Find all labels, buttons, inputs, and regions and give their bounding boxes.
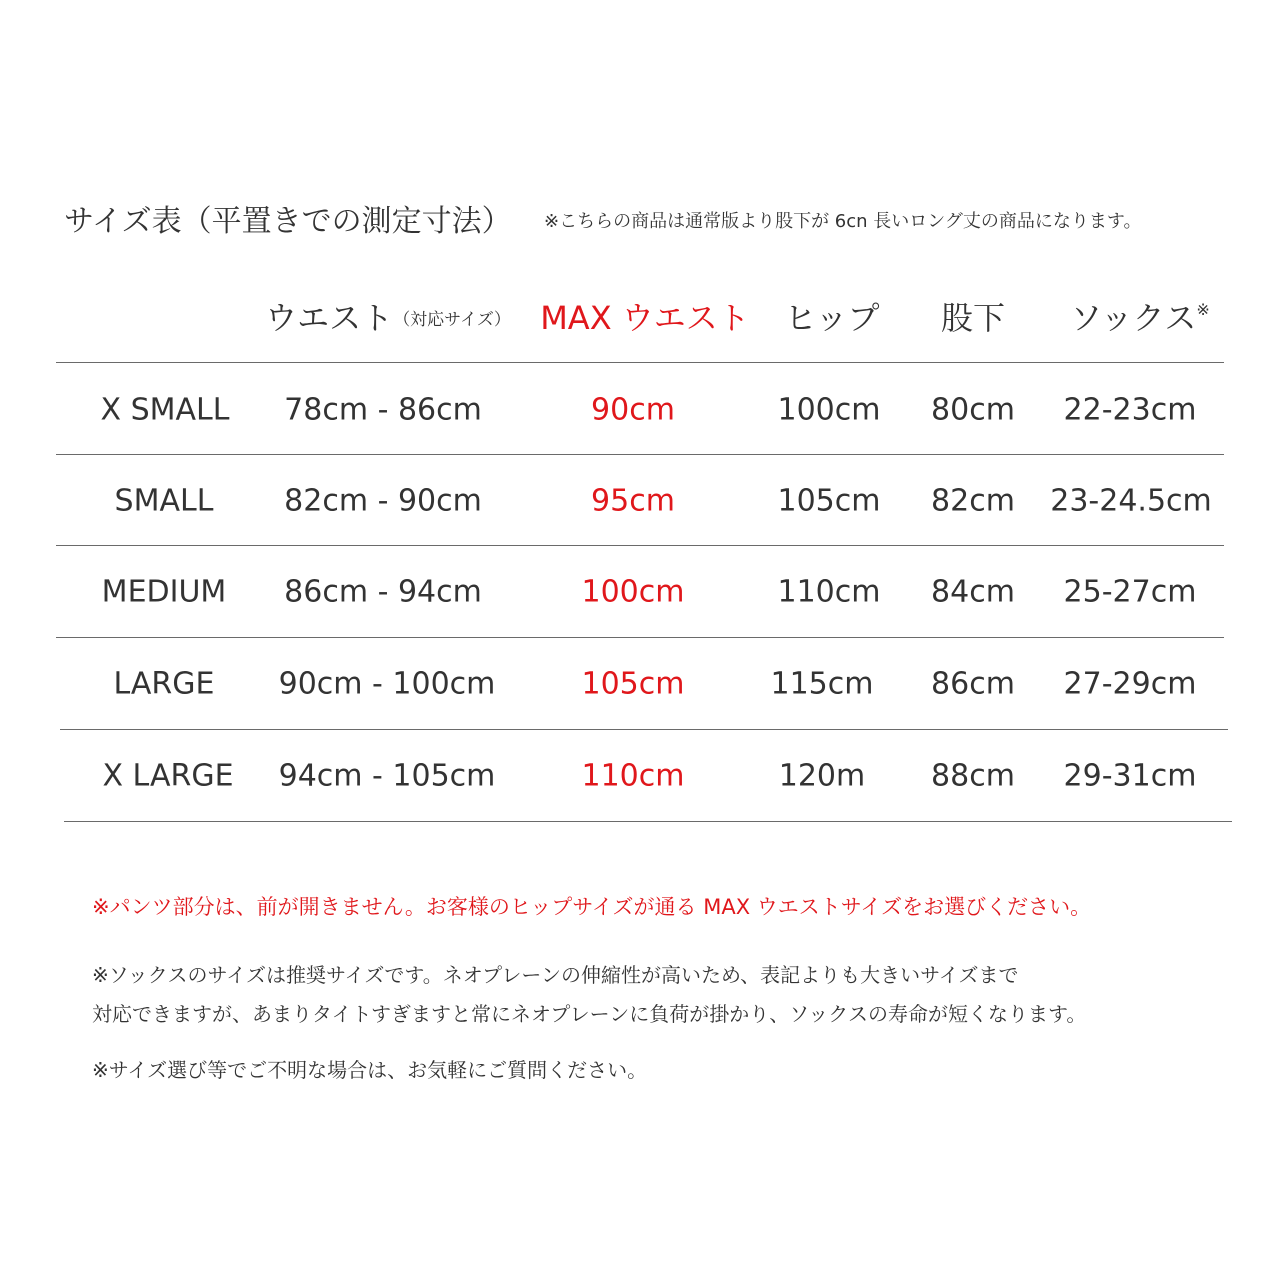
table-row-waist: 82cm - 90cm: [284, 483, 482, 519]
table-row-max-waist: 90cm: [591, 392, 675, 428]
table-row-size: MEDIUM: [101, 574, 227, 610]
table-row-size: X SMALL: [100, 392, 230, 428]
table-row-inseam: 88cm: [931, 758, 1015, 794]
table-rule: [60, 729, 1228, 730]
table-row-max-waist: 105cm: [581, 666, 685, 702]
table-row-inseam: 84cm: [931, 574, 1015, 610]
socks-note-line-2: 対応できますが、あまりタイトすぎますと常にネオプレーンに負荷が掛かり、ソックスの寿命が短くなります。: [92, 1002, 1087, 1026]
header-waist-sub: （対応サイズ）: [393, 310, 511, 330]
table-row-waist: 94cm - 105cm: [278, 758, 496, 794]
table-row-hip: 115cm: [770, 666, 874, 702]
table-row-hip: 120m: [778, 758, 866, 794]
table-row-size: SMALL: [114, 483, 214, 519]
header-socks: [1070, 293, 1210, 339]
table-row-hip: 100cm: [777, 392, 881, 428]
table-row-hip: 105cm: [777, 483, 881, 519]
table-row-socks: 27-29cm: [1063, 666, 1197, 702]
table-rule: [56, 637, 1224, 638]
table-row-inseam: 82cm: [931, 483, 1015, 519]
table-row-size: X LARGE: [102, 758, 234, 794]
socks-note-line-1: ※ソックスのサイズは推奨サイズです。ネオプレーンの伸縮性が高いため、表記よりも大きいサイズまで: [92, 963, 1019, 987]
table-row-hip: 110cm: [777, 574, 881, 610]
front-closure-note: ※パンツ部分は、前が開きません。お客様のヒップサイズが通る MAX ウエストサイズをお選びください。: [92, 895, 1092, 919]
table-rule: [56, 362, 1224, 363]
table-row-waist: 78cm - 86cm: [284, 392, 482, 428]
table-row-max-waist: 100cm: [581, 574, 685, 610]
table-rule: [64, 821, 1232, 822]
table-row-max-waist: 95cm: [591, 483, 675, 519]
table-row-socks: 22-23cm: [1063, 392, 1197, 428]
table-row-waist: 90cm - 100cm: [278, 666, 496, 702]
contact-note: ※サイズ選び等でご不明な場合は、お気軽にご質問ください。: [92, 1058, 648, 1082]
table-row-inseam: 80cm: [931, 392, 1015, 428]
long-length-note: ※こちらの商品は通常版より股下が 6cn 長いロング丈の商品になります。: [544, 211, 1142, 232]
header-inseam: 股下: [940, 299, 1006, 337]
header-hip: ヒップ: [784, 299, 880, 337]
table-row-socks: 23-24.5cm: [1050, 483, 1212, 519]
header-waist: [265, 293, 511, 339]
table-row-socks: 29-31cm: [1063, 758, 1197, 794]
table-rule: [56, 545, 1224, 546]
header-max-waist: MAX ウエスト: [540, 299, 750, 337]
table-row-max-waist: 110cm: [581, 758, 685, 794]
table-row-size: LARGE: [113, 666, 215, 702]
table-row-inseam: 86cm: [931, 666, 1015, 702]
page-title: サイズ表（平置きでの測定寸法）: [64, 204, 512, 239]
table-row-socks: 25-27cm: [1063, 574, 1197, 610]
header-socks-label: ソックス: [1070, 299, 1197, 337]
header-socks-mark: ※: [1196, 300, 1210, 319]
table-row-waist: 86cm - 94cm: [284, 574, 482, 610]
header-waist-label: ウエスト: [265, 299, 394, 337]
table-rule: [56, 454, 1224, 455]
